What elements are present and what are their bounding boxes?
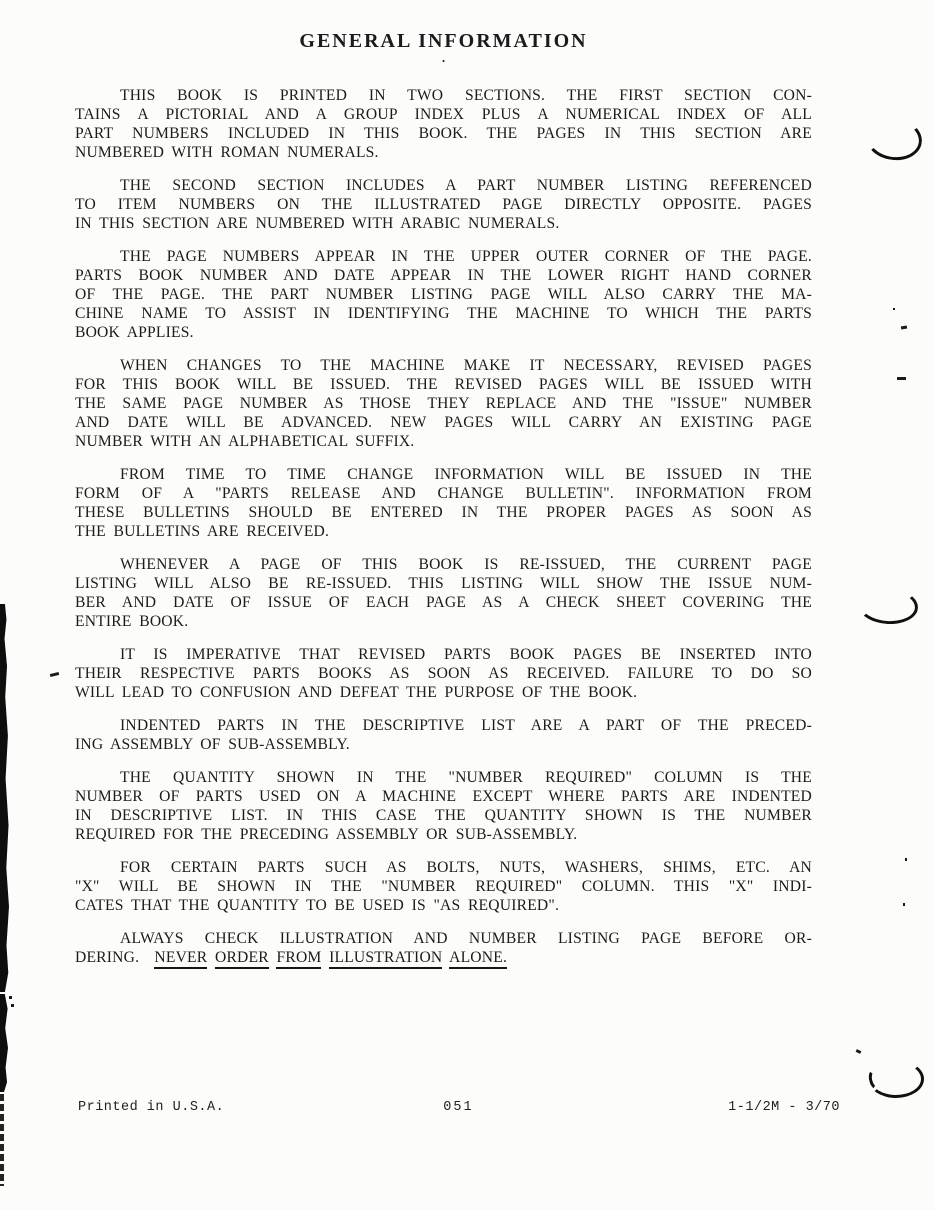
scan-speck xyxy=(9,996,12,999)
text-line: BOOK APPLIES. xyxy=(75,324,194,341)
footer-page-number: 051 xyxy=(443,1100,474,1115)
text-line: NUMBER WITH AN ALPHABETICAL SUFFIX. xyxy=(75,433,415,450)
paragraph xyxy=(75,716,812,754)
paragraph xyxy=(75,858,812,915)
text-line: THIS BOOK IS PRINTED IN TWO SECTIONS. THE FIRST SECTION CON- xyxy=(120,87,812,104)
text-line: OF THE PAGE. THE PART NUMBER LISTING PAGE WILL ALSO CARRY THE MA- xyxy=(75,286,812,303)
text-line: INDENTED PARTS IN THE DESCRIPTIVE LIST ARE A PART OF THE PRECED- xyxy=(120,717,812,734)
scan-speck xyxy=(901,326,907,330)
text-line: WILL LEAD TO CONFUSION AND DEFEAT THE PURPOSE OF THE BOOK. xyxy=(75,684,638,701)
text-line: AND DATE WILL BE ADVANCED. NEW PAGES WILL CARRY AN EXISTING PAGE xyxy=(75,414,812,431)
scan-arc-mark xyxy=(863,114,924,163)
text-line: TAINS A PICTORIAL AND A GROUP INDEX PLUS A NUMERICAL INDEX OF ALL xyxy=(75,106,812,123)
text-line: FOR THIS BOOK WILL BE ISSUED. THE REVISED PAGES WILL BE ISSUED WITH xyxy=(75,376,812,393)
text-line: THE PAGE NUMBERS APPEAR IN THE UPPER OUTER CORNER OF THE PAGE. xyxy=(120,248,812,265)
paragraph xyxy=(75,555,812,631)
text-line: DERING. NEVER ORDER FROM ILLUSTRATION ALONE. xyxy=(75,948,812,967)
underlined-word: NEVER xyxy=(154,949,207,969)
text-line: ALWAYS CHECK ILLUSTRATION AND NUMBER LISTING PAGE BEFORE OR- xyxy=(120,930,812,947)
paragraph xyxy=(75,768,812,844)
scan-speck xyxy=(856,1049,862,1054)
underlined-word: ORDER xyxy=(215,949,269,969)
text-line: ING ASSEMBLY OF SUB-ASSEMBLY. xyxy=(75,736,350,753)
text-line: REQUIRED FOR THE PRECEDING ASSEMBLY OR SUB-ASSEMBLY. xyxy=(75,826,578,843)
text-line: WHEN CHANGES TO THE MACHINE MAKE IT NECESSARY, REVISED PAGES xyxy=(120,357,812,374)
text-line: BER AND DATE OF ISSUE OF EACH PAGE AS A CHECK SHEET COVERING THE xyxy=(75,594,812,611)
text-line: THE QUANTITY SHOWN IN THE "NUMBER REQUIRED" COLUMN IS THE xyxy=(120,769,812,786)
underlined-word: ILLUSTRATION xyxy=(329,949,442,969)
scan-speck xyxy=(903,903,905,906)
scan-left-edge-bar xyxy=(0,1094,4,1186)
body-paragraphs xyxy=(75,86,812,981)
footer-printed-in: Printed in U.S.A. xyxy=(78,1100,225,1115)
text-line: NUMBER OF PARTS USED ON A MACHINE EXCEPT WHERE PARTS ARE INDENTED xyxy=(75,788,812,805)
scan-arc-mark xyxy=(857,586,919,626)
scan-left-edge-bar xyxy=(0,604,9,992)
text-line: LISTING WILL ALSO BE RE-ISSUED. THIS LISTING WILL SHOW THE ISSUE NUM- xyxy=(75,575,812,592)
scan-speck xyxy=(50,672,59,677)
text-line: IN DESCRIPTIVE LIST. IN THIS CASE THE QUANTITY SHOWN IS THE NUMBER xyxy=(75,807,812,824)
text-line: IT IS IMPERATIVE THAT REVISED PARTS BOOK PAGES BE INSERTED INTO xyxy=(120,646,812,663)
text-line: THE SAME PAGE NUMBER AS THOSE THEY REPLACE AND THE "ISSUE" NUMBER xyxy=(75,395,812,412)
paragraph xyxy=(75,86,812,162)
text-line: THESE BULLETINS SHOULD BE ENTERED IN THE PROPER PAGES AS SOON AS xyxy=(75,504,812,521)
scan-speck xyxy=(905,858,907,861)
text-line: PARTS BOOK NUMBER AND DATE APPEAR IN THE LOWER RIGHT HAND CORNER xyxy=(75,267,812,284)
paragraph xyxy=(75,465,812,541)
text-line: THE BULLETINS ARE RECEIVED. xyxy=(75,523,330,540)
paragraph xyxy=(75,176,812,233)
footer-book-code: 1-1/2M - 3/70 xyxy=(728,1100,840,1115)
text-line: CATES THAT THE QUANTITY TO BE USED IS "AS REQUIRED". xyxy=(75,897,560,914)
text-line: IN THIS SECTION ARE NUMBERED WITH ARABIC NUMERALS. xyxy=(75,215,560,232)
scan-left-edge-bar xyxy=(0,994,8,1092)
underlined-word: ALONE. xyxy=(449,949,507,969)
text-line: WHENEVER A PAGE OF THIS BOOK IS RE-ISSUED, THE CURRENT PAGE xyxy=(120,556,812,573)
paragraph xyxy=(75,929,812,967)
paragraph xyxy=(75,645,812,702)
paragraph xyxy=(75,356,812,451)
scan-speck xyxy=(897,377,906,380)
text-line: FORM OF A "PARTS RELEASE AND CHANGE BULLETIN". INFORMATION FROM xyxy=(75,485,812,502)
page-footer xyxy=(78,1100,840,1118)
text-line: TO ITEM NUMBERS ON THE ILLUSTRATED PAGE DIRECTLY OPPOSITE. PAGES xyxy=(75,196,812,213)
scan-speck xyxy=(893,308,895,310)
text-line: "X" WILL BE SHOWN IN THE "NUMBER REQUIRED" COLUMN. THIS "X" INDI- xyxy=(75,878,812,895)
text-line: NUMBERED WITH ROMAN NUMERALS. xyxy=(75,144,379,161)
text-line: FOR CERTAIN PARTS SUCH AS BOLTS, NUTS, WASHERS, SHIMS, ETC. AN xyxy=(120,859,812,876)
title-dot: . xyxy=(441,50,446,65)
text-line: PART NUMBERS INCLUDED IN THIS BOOK. THE PAGES IN THIS SECTION ARE xyxy=(75,125,812,142)
text-line: FROM TIME TO TIME CHANGE INFORMATION WILL BE ISSUED IN THE xyxy=(120,466,812,483)
paragraph xyxy=(75,247,812,342)
text-line: CHINE NAME TO ASSIST IN IDENTIFYING THE MACHINE TO WHICH THE PARTS xyxy=(75,305,812,322)
text-line: THEIR RESPECTIVE PARTS BOOKS AS SOON AS RECEIVED. FAILURE TO DO SO xyxy=(75,665,812,682)
scan-speck xyxy=(11,1004,14,1007)
text-line: ENTIRE BOOK. xyxy=(75,613,189,630)
underlined-word: FROM xyxy=(276,949,321,969)
page-title: GENERAL INFORMATION xyxy=(299,30,588,52)
text-line: THE SECOND SECTION INCLUDES A PART NUMBER LISTING REFERENCED xyxy=(120,177,812,194)
